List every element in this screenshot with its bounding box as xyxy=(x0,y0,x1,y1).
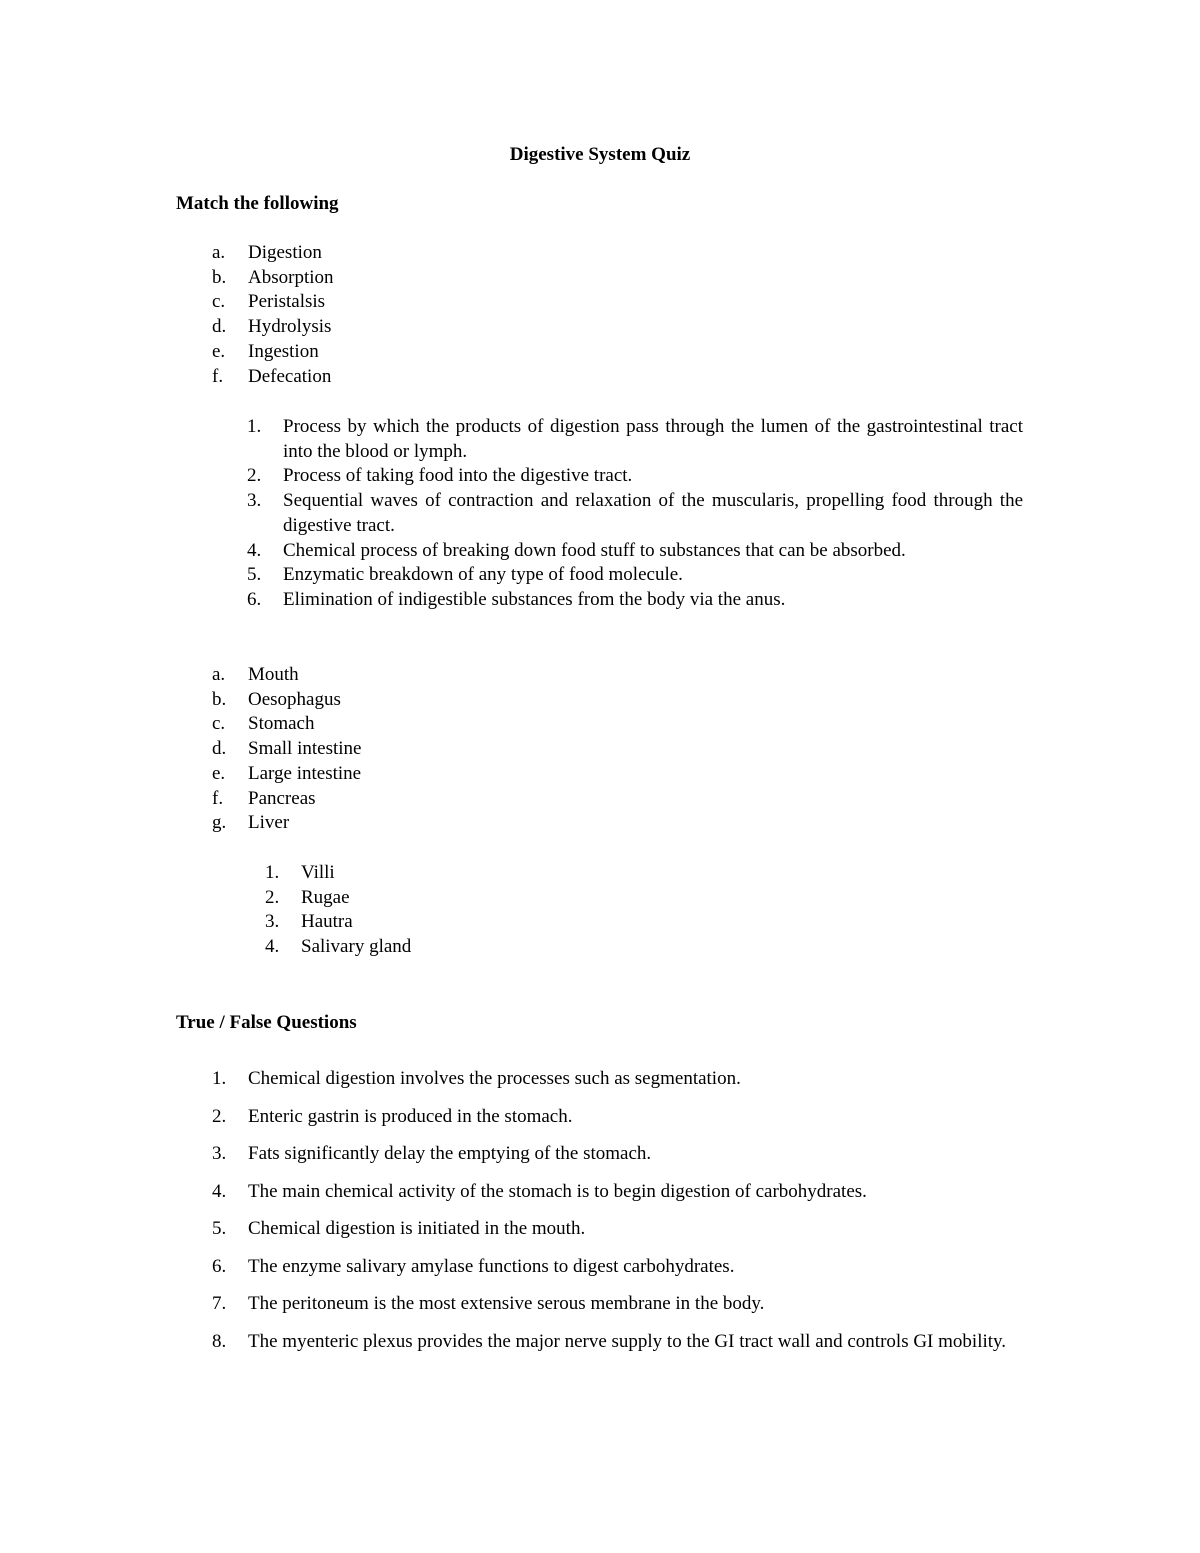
definition-text: Sequential waves of contraction and relaxation of the muscularis, propelling food through the digestive tract. xyxy=(283,490,1023,536)
structure-text: Hautra xyxy=(301,911,353,933)
list-marker: 7. xyxy=(212,1293,227,1314)
list-item xyxy=(212,688,812,713)
question-text: Chemical digestion is initiated in the mouth. xyxy=(248,1218,586,1239)
list-marker: c. xyxy=(212,713,226,735)
list-item xyxy=(212,340,812,365)
list-marker: c. xyxy=(212,291,226,313)
definition-text: Process of taking food into the digestive tract. xyxy=(283,465,633,487)
structures-list xyxy=(265,861,665,960)
list-item xyxy=(212,1323,1023,1361)
list-item xyxy=(212,315,812,340)
term-text: Peristalsis xyxy=(248,291,326,313)
list-marker: 4. xyxy=(265,936,280,958)
list-marker: 2. xyxy=(265,886,280,908)
list-item xyxy=(247,464,1023,489)
list-item xyxy=(212,241,812,266)
organ-text: Oesophagus xyxy=(248,688,341,710)
list-item xyxy=(247,563,1023,588)
organ-text: Liver xyxy=(248,812,290,834)
list-item xyxy=(212,266,812,291)
list-marker: b. xyxy=(212,688,227,710)
question-text: Fats significantly delay the emptying of the stomach. xyxy=(248,1143,652,1164)
list-marker: f. xyxy=(212,787,224,809)
question-text: Enteric gastrin is produced in the stomach. xyxy=(248,1105,573,1127)
list-marker: 6. xyxy=(247,588,262,610)
question-text: The myenteric plexus provides the major nerve supply to the GI tract wall and controls GI mobility. xyxy=(248,1330,1007,1352)
definition-text: Elimination of indigestible substances from the body via the anus. xyxy=(283,588,786,610)
organ-text: Small intestine xyxy=(248,738,362,760)
list-item xyxy=(212,1285,1023,1323)
list-item xyxy=(212,365,812,390)
list-marker: 1. xyxy=(265,862,280,883)
list-item xyxy=(212,1210,1023,1248)
list-item xyxy=(247,539,1023,564)
list-item xyxy=(212,1248,1023,1286)
term-text: Absorption xyxy=(248,266,334,288)
list-marker: b. xyxy=(212,266,227,288)
structure-text: Rugae xyxy=(301,886,350,908)
list-marker: d. xyxy=(212,316,227,338)
list-item xyxy=(265,886,665,911)
list-item xyxy=(212,1135,1023,1173)
definitions-list xyxy=(247,415,1023,613)
list-item xyxy=(265,910,665,935)
list-item xyxy=(212,1098,1023,1136)
list-item xyxy=(247,588,1023,613)
organs-list xyxy=(212,663,812,836)
structure-text: Villi xyxy=(301,862,335,883)
list-item xyxy=(247,489,1023,538)
term-text: Digestion xyxy=(248,242,322,263)
list-item xyxy=(265,861,665,886)
list-item xyxy=(212,290,812,315)
list-marker: 4. xyxy=(247,539,262,561)
list-marker: 2. xyxy=(212,1105,227,1127)
list-item xyxy=(212,712,812,737)
page-title: Digestive System Quiz xyxy=(509,144,691,165)
structure-text: Salivary gland xyxy=(301,936,412,958)
list-marker: e. xyxy=(212,340,226,362)
list-marker: 2. xyxy=(247,465,262,487)
list-item xyxy=(212,787,812,812)
terms-list xyxy=(212,241,812,389)
match-heading: Match the following xyxy=(176,193,339,214)
list-marker: 8. xyxy=(212,1330,227,1352)
list-item xyxy=(212,1060,1023,1098)
definition-text: Process by which the products of digestion pass through the lumen of the gastrointestinal tract into the blood or lymph. xyxy=(283,416,1023,462)
list-item xyxy=(247,415,1023,464)
list-marker: e. xyxy=(212,762,226,784)
true-false-list xyxy=(212,1060,1023,1360)
question-text: The peritoneum is the most extensive serous membrane in the body. xyxy=(248,1293,765,1314)
term-text: Ingestion xyxy=(248,340,319,362)
list-marker: a. xyxy=(212,242,226,263)
question-text: The enzyme salivary amylase functions to digest carbohydrates. xyxy=(248,1255,735,1277)
list-marker: 5. xyxy=(212,1218,227,1239)
list-item xyxy=(212,811,812,836)
true-false-heading: True / False Questions xyxy=(176,1012,357,1033)
organ-text: Large intestine xyxy=(248,762,362,784)
list-marker: 1. xyxy=(247,416,262,437)
organ-text: Pancreas xyxy=(248,787,316,809)
list-item xyxy=(212,1173,1023,1211)
list-marker: f. xyxy=(212,365,224,387)
list-marker: 6. xyxy=(212,1255,227,1277)
list-marker: 3. xyxy=(212,1143,227,1164)
list-item xyxy=(212,663,812,688)
list-marker: 4. xyxy=(212,1180,227,1202)
list-marker: a. xyxy=(212,664,226,685)
definition-text: Chemical process of breaking down food stuff to substances that can be absorbed. xyxy=(283,539,906,561)
term-text: Defecation xyxy=(248,365,332,387)
list-item xyxy=(212,737,812,762)
list-marker: 3. xyxy=(265,911,280,933)
question-text: Chemical digestion involves the processes such as segmentation. xyxy=(248,1068,741,1089)
organ-text: Stomach xyxy=(248,713,315,735)
term-text: Hydrolysis xyxy=(248,316,332,338)
list-marker: d. xyxy=(212,738,227,760)
organ-text: Mouth xyxy=(248,664,299,685)
question-text: The main chemical activity of the stomach is to begin digestion of carbohydrates. xyxy=(248,1180,867,1202)
definition-text: Enzymatic breakdown of any type of food molecule. xyxy=(283,564,683,586)
list-item xyxy=(212,762,812,787)
list-marker: 1. xyxy=(212,1068,227,1089)
list-marker: g. xyxy=(212,812,227,834)
list-marker: 5. xyxy=(247,564,262,586)
list-item xyxy=(265,935,665,960)
list-marker: 3. xyxy=(247,490,262,512)
